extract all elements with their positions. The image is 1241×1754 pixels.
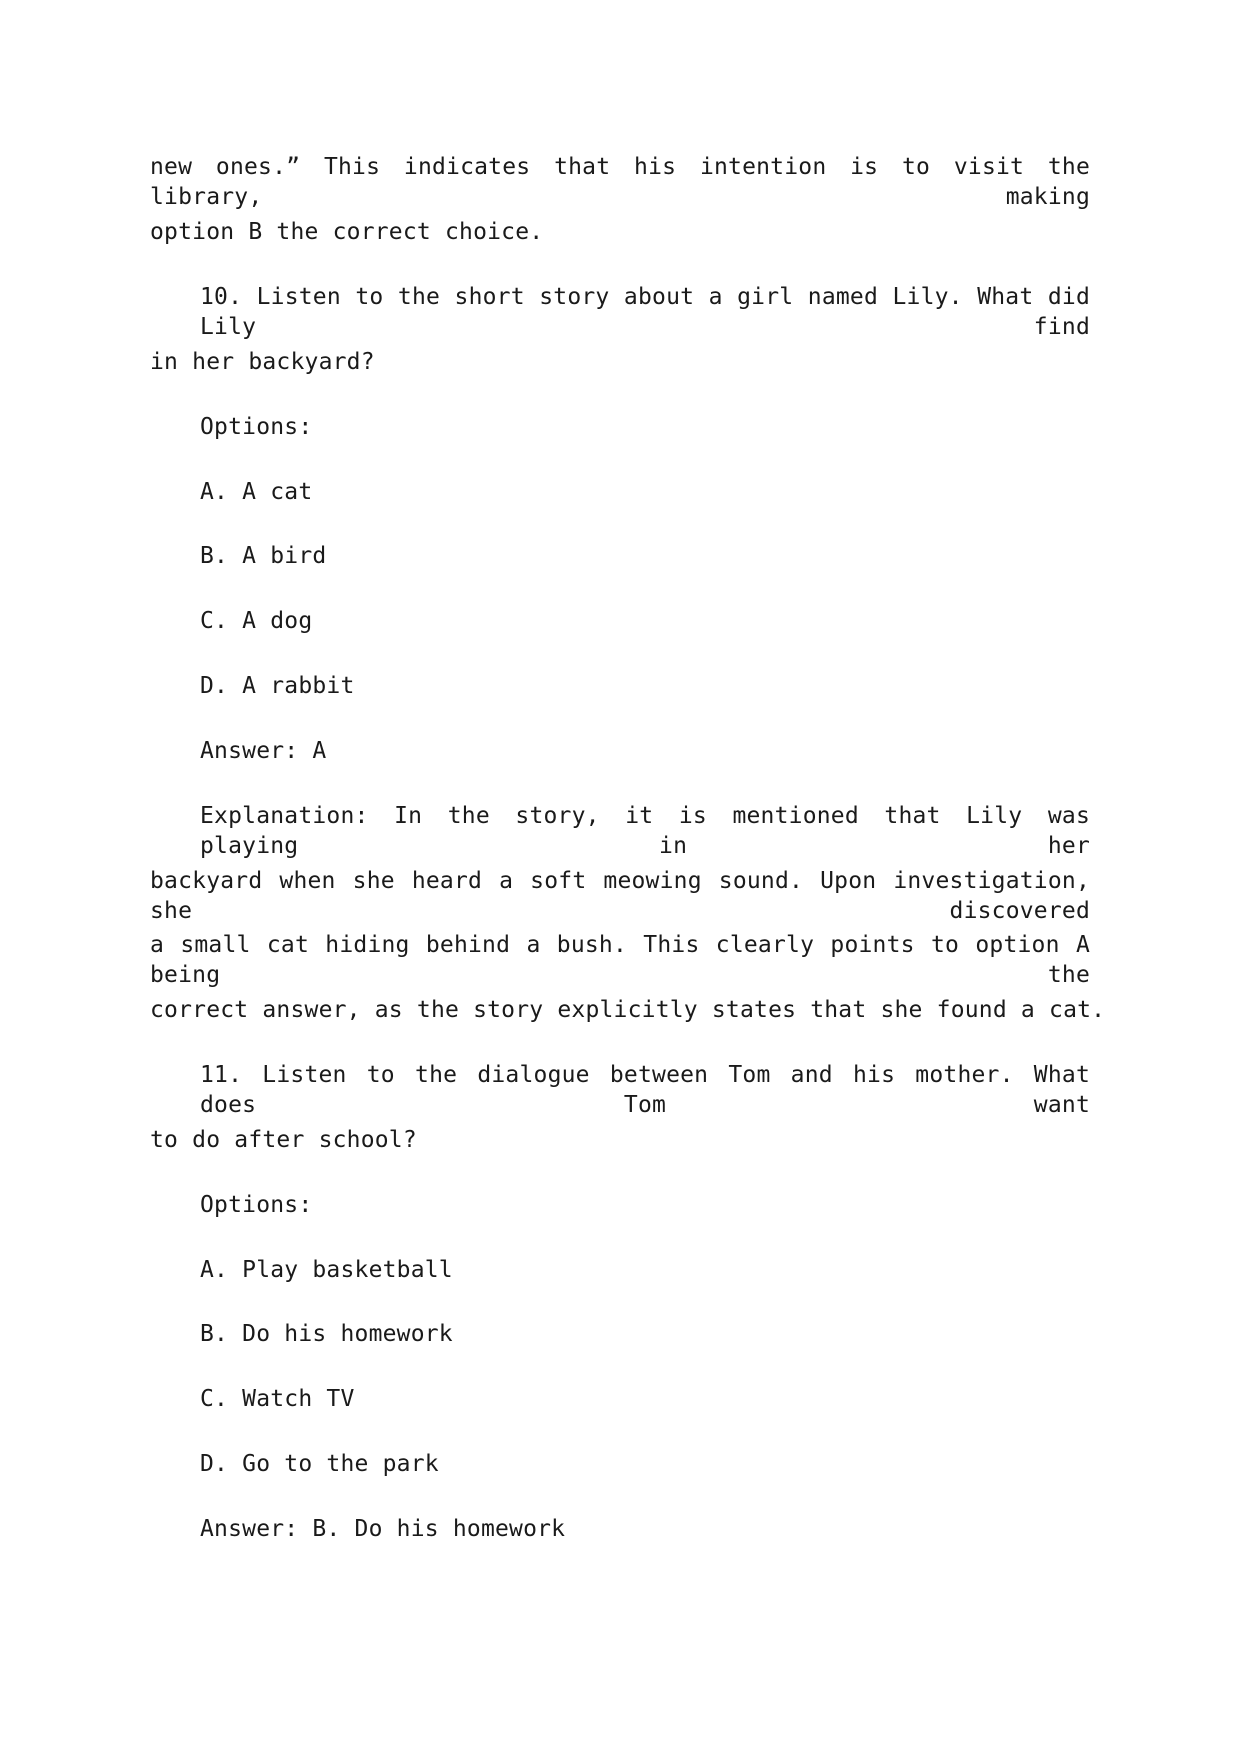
paragraph-line: option B the correct choice. [150, 219, 544, 245]
option-c: C. A dog [200, 608, 313, 634]
question-11-text-cont: to do after school? [150, 1127, 417, 1153]
answer-line: Answer: A [200, 738, 327, 764]
option-a: A. Play basketball [200, 1257, 453, 1283]
answer-line: Answer: B. Do his homework [200, 1516, 566, 1542]
option-c: C. Watch TV [200, 1386, 355, 1412]
option-d: D. Go to the park [200, 1451, 439, 1477]
option-b: B. A bird [200, 543, 327, 569]
explanation-line: correct answer, as the story explicitly states that she found a cat. [150, 997, 1106, 1023]
question-10-text-cont: in her backyard? [150, 349, 375, 375]
options-label: Options: [200, 414, 313, 440]
explanation-line: Explanation: In the story, it is mentioned that Lily was playing in her [200, 803, 1090, 859]
question-11-text: 11. Listen to the dialogue between Tom and his mother. What does Tom want [200, 1062, 1090, 1118]
paragraph-line: new ones.” This indicates that his intention is to visit the library, making [150, 154, 1090, 210]
option-d: D. A rabbit [200, 673, 355, 699]
explanation-line: a small cat hiding behind a bush. This clearly points to option A being the [150, 932, 1090, 988]
option-b: B. Do his homework [200, 1321, 453, 1347]
options-label: Options: [200, 1192, 313, 1218]
question-10-text: 10. Listen to the short story about a girl named Lily. What did Lily find [200, 284, 1090, 340]
option-a: A. A cat [200, 479, 313, 505]
explanation-line: backyard when she heard a soft meowing sound. Upon investigation, she discovered [150, 868, 1090, 924]
